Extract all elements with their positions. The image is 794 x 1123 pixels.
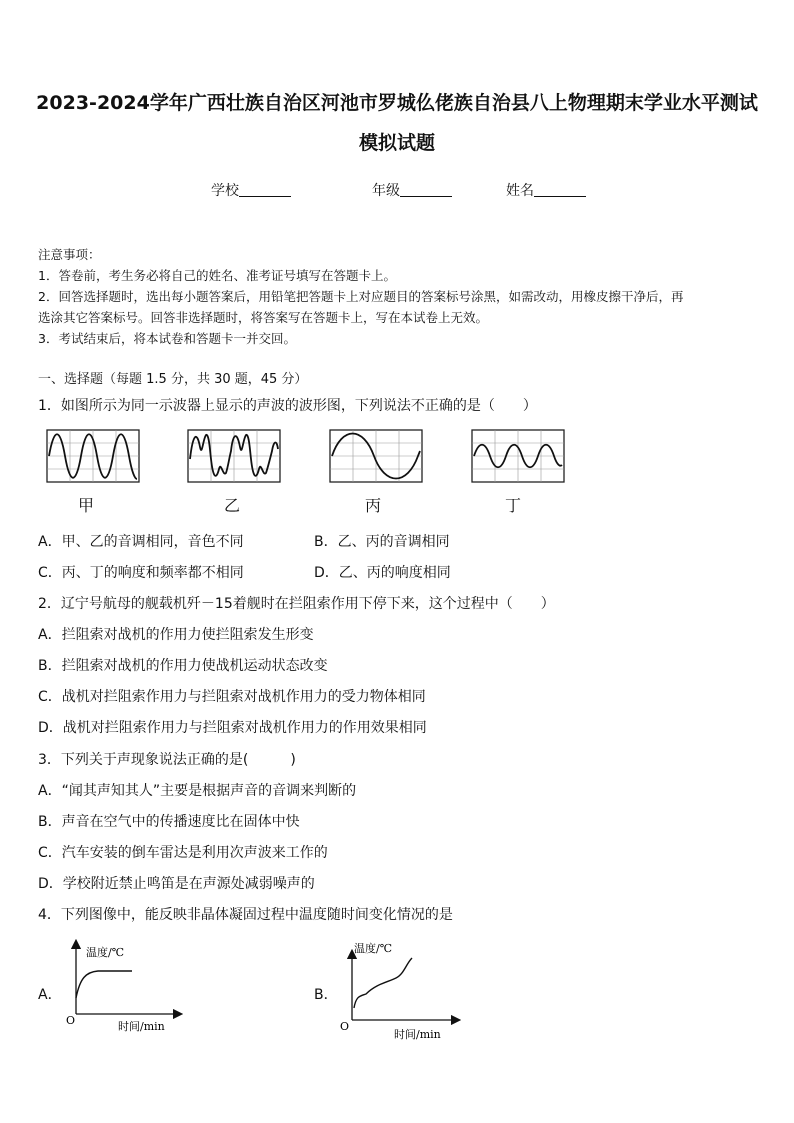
school-blank[interactable] <box>239 182 291 197</box>
q2-option-b[interactable]: B．拦阻索对战机的作用力使战机运动状态改变 <box>38 658 328 674</box>
name-label: 姓名 <box>506 183 534 199</box>
q4-option-b[interactable]: B． <box>314 987 338 1003</box>
waveform-jia <box>46 429 140 483</box>
note-item: 3．考试结束后，将本试卷和答题卡一并交回。 <box>38 331 296 346</box>
q4b-ylabel: 温度/℃ <box>354 942 393 955</box>
note-item: 2．回答选择题时，选出每小题答案后，用铅笔把答题卡上对应题目的答案标号涂黑，如需改动，用橡皮擦干净后，再 <box>38 289 684 304</box>
name-blank[interactable] <box>534 182 586 197</box>
notes-heading: 注意事项： <box>38 247 101 262</box>
q1-option-d[interactable]: D．乙、丙的响度相同 <box>314 565 451 581</box>
q4b-xlabel: 时间/min <box>394 1028 441 1041</box>
q1-option-b[interactable]: B．乙、丙的音调相同 <box>314 534 450 550</box>
question-3-stem: 3．下列关于声现象说法正确的是( ) <box>38 752 296 768</box>
note-item: 选涂其它答案标号。回答非选择题时，将答案写在答题卡上，写在本试卷上无效。 <box>38 310 489 325</box>
wave-label-bing: 丙 <box>365 496 382 515</box>
wave-label-ding: 丁 <box>505 496 522 515</box>
q3-option-b[interactable]: B．声音在空气中的传播速度比在固体中快 <box>38 814 300 830</box>
grade-blank[interactable] <box>400 182 452 197</box>
section-heading: 一、选择题（每题 1.5 分，共 30 题，45 分） <box>38 372 308 387</box>
exam-title: 2023-2024学年广西壮族自治区河池市罗城仫佬族自治县八上物理期末学业水平测试 <box>36 92 758 114</box>
q2-option-d[interactable]: D．战机对拦阻索作用力与拦阻索对战机作用力的作用效果相同 <box>38 720 427 736</box>
q3-option-d[interactable]: D．学校附近禁止鸣笛是在声源处减弱噪声的 <box>38 876 315 892</box>
waveform-bing <box>329 429 423 483</box>
q2-option-c[interactable]: C．战机对拦阻索作用力与拦阻索对战机作用力的受力物体相同 <box>38 689 426 705</box>
grade-field <box>372 180 452 200</box>
q1-option-a[interactable]: A．甲、乙的音调相同，音色不同 <box>38 534 244 550</box>
q3-option-c[interactable]: C．汽车安装的倒车雷达是利用次声波来工作的 <box>38 845 328 861</box>
q1-option-c[interactable]: C．丙、丁的响度和频率都不相同 <box>38 565 244 581</box>
q4-graph-a <box>60 938 190 1036</box>
grade-label: 年级 <box>372 183 400 199</box>
school-field <box>211 180 291 200</box>
question-1-stem: 1．如图所示为同一示波器上显示的声波的波形图，下列说法不正确的是（ ） <box>38 398 537 414</box>
q4-graph-b <box>336 938 466 1046</box>
school-label: 学校 <box>211 183 239 199</box>
q4-option-a[interactable]: A． <box>38 987 62 1003</box>
waveform-yi <box>187 429 281 483</box>
question-4-stem: 4．下列图像中，能反映非晶体凝固过程中温度随时间变化情况的是 <box>38 907 453 923</box>
q3-option-a[interactable]: A．“闻其声知其人”主要是根据声音的音调来判断的 <box>38 783 357 799</box>
q4a-origin: O <box>66 1014 76 1027</box>
q2-option-a[interactable]: A．拦阻索对战机的作用力使拦阻索发生形变 <box>38 627 314 643</box>
notes-block <box>38 244 768 349</box>
q4a-xlabel: 时间/min <box>118 1020 165 1033</box>
wave-label-yi: 乙 <box>224 496 241 515</box>
q4a-ylabel: 温度/℃ <box>86 946 125 959</box>
note-item: 1．答卷前，考生务必将自己的姓名、准考证号填写在答题卡上。 <box>38 268 396 283</box>
exam-title-line2: 模拟试题 <box>358 132 435 154</box>
wave-label-jia: 甲 <box>78 496 95 515</box>
q4b-origin: O <box>340 1020 350 1033</box>
name-field <box>506 180 586 200</box>
question-2-stem: 2．辽宁号航母的舰载机歼－15着舰时在拦阻索作用下停下来，这个过程中（ ） <box>38 596 555 612</box>
waveform-ding <box>471 429 565 483</box>
